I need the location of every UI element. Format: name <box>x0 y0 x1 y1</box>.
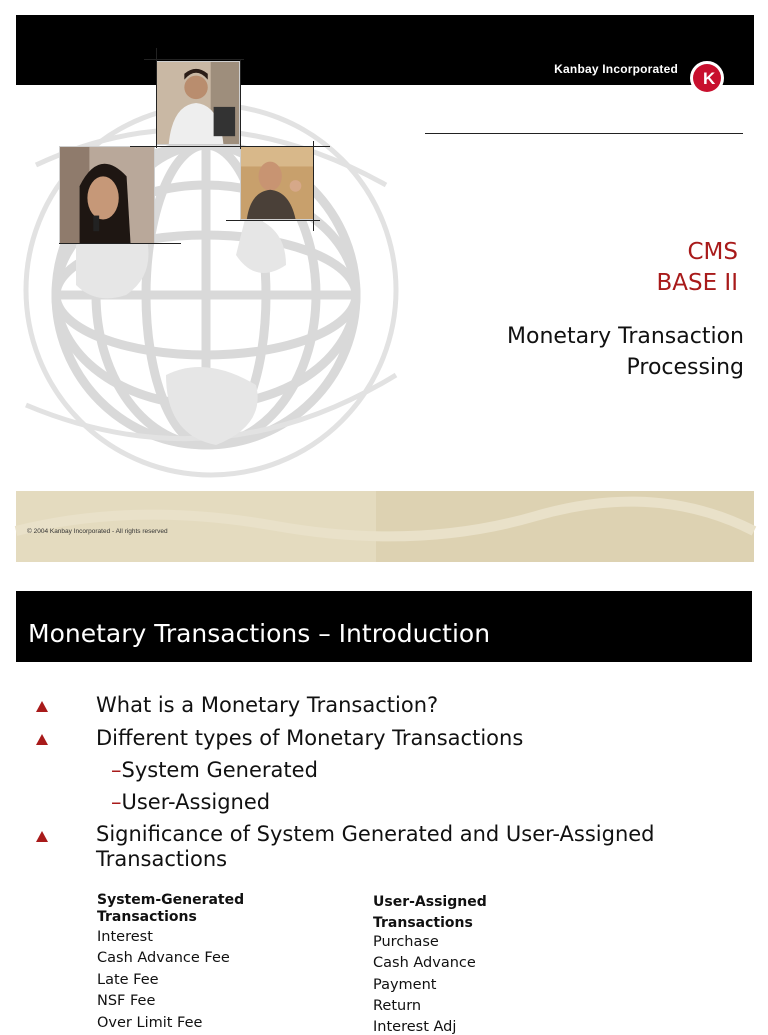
sub-bullet-dash: – <box>111 758 122 782</box>
list-item: NSF Fee <box>97 993 156 1009</box>
list-item: Late Fee <box>97 972 159 988</box>
list-item: Over Limit Fee <box>97 1015 203 1031</box>
bullet-item: What is a Monetary Transaction? <box>96 693 439 717</box>
sub-bullet-dash: – <box>111 790 122 814</box>
sub-bullet-item <box>111 790 270 814</box>
heading-line: User-Assigned <box>373 894 487 910</box>
user-assigned-heading <box>373 892 487 934</box>
list-item: Interest <box>97 929 153 945</box>
bullet-triangle-icon <box>36 701 48 712</box>
slide-subtitle-line-1: Monetary Transaction <box>507 324 744 349</box>
slide-title-line-2: BASE II <box>656 270 738 296</box>
bullet-item: Different types of Monetary Transactions <box>96 726 524 750</box>
introduction-slide <box>16 591 752 1035</box>
bullet-triangle-icon <box>36 734 48 745</box>
slide-header <box>16 591 752 662</box>
list-item: Interest Adj <box>373 1019 457 1035</box>
system-generated-heading <box>97 892 244 926</box>
kanbay-logo-icon <box>690 61 724 95</box>
bullet-triangle-icon <box>36 831 48 842</box>
slide-title <box>656 237 738 299</box>
heading-line: Transactions <box>97 909 197 925</box>
sub-bullet-item <box>111 758 318 782</box>
photo-woman-at-laptop <box>156 61 240 145</box>
heading-line: System-Generated <box>97 892 245 908</box>
bullet-item-continuation: Transactions <box>96 847 228 871</box>
footer-texture <box>16 491 754 562</box>
footer-band <box>16 491 754 562</box>
copyright-notice: © 2004 Kanbay Incorporated - All rights reserved <box>27 528 168 535</box>
list-item: Return <box>373 998 422 1014</box>
slide-heading: Monetary Transactions – Introduction <box>28 619 491 648</box>
photo-woman-on-phone <box>59 146 155 244</box>
photo-man-pointing <box>240 146 314 220</box>
slide-title-line-1: CMS <box>687 239 738 265</box>
slide-subtitle <box>507 321 744 383</box>
bullet-item: Significance of System Generated and User-Assigned <box>96 822 655 846</box>
title-slide <box>16 15 754 562</box>
slide-subtitle-line-2: Processing <box>626 355 744 380</box>
heading-line: Transactions <box>373 915 473 931</box>
title-divider <box>425 133 743 134</box>
logo-letter: K <box>703 69 716 88</box>
sub-bullet-label: User-Assigned <box>121 790 271 814</box>
list-item: Cash Advance Fee <box>97 950 230 966</box>
list-item: Cash Advance <box>373 955 476 971</box>
company-name: Kanbay Incorporated <box>554 62 678 76</box>
list-item: Purchase <box>373 934 439 950</box>
list-item: Payment <box>373 977 437 993</box>
sub-bullet-label: System Generated <box>121 758 318 782</box>
